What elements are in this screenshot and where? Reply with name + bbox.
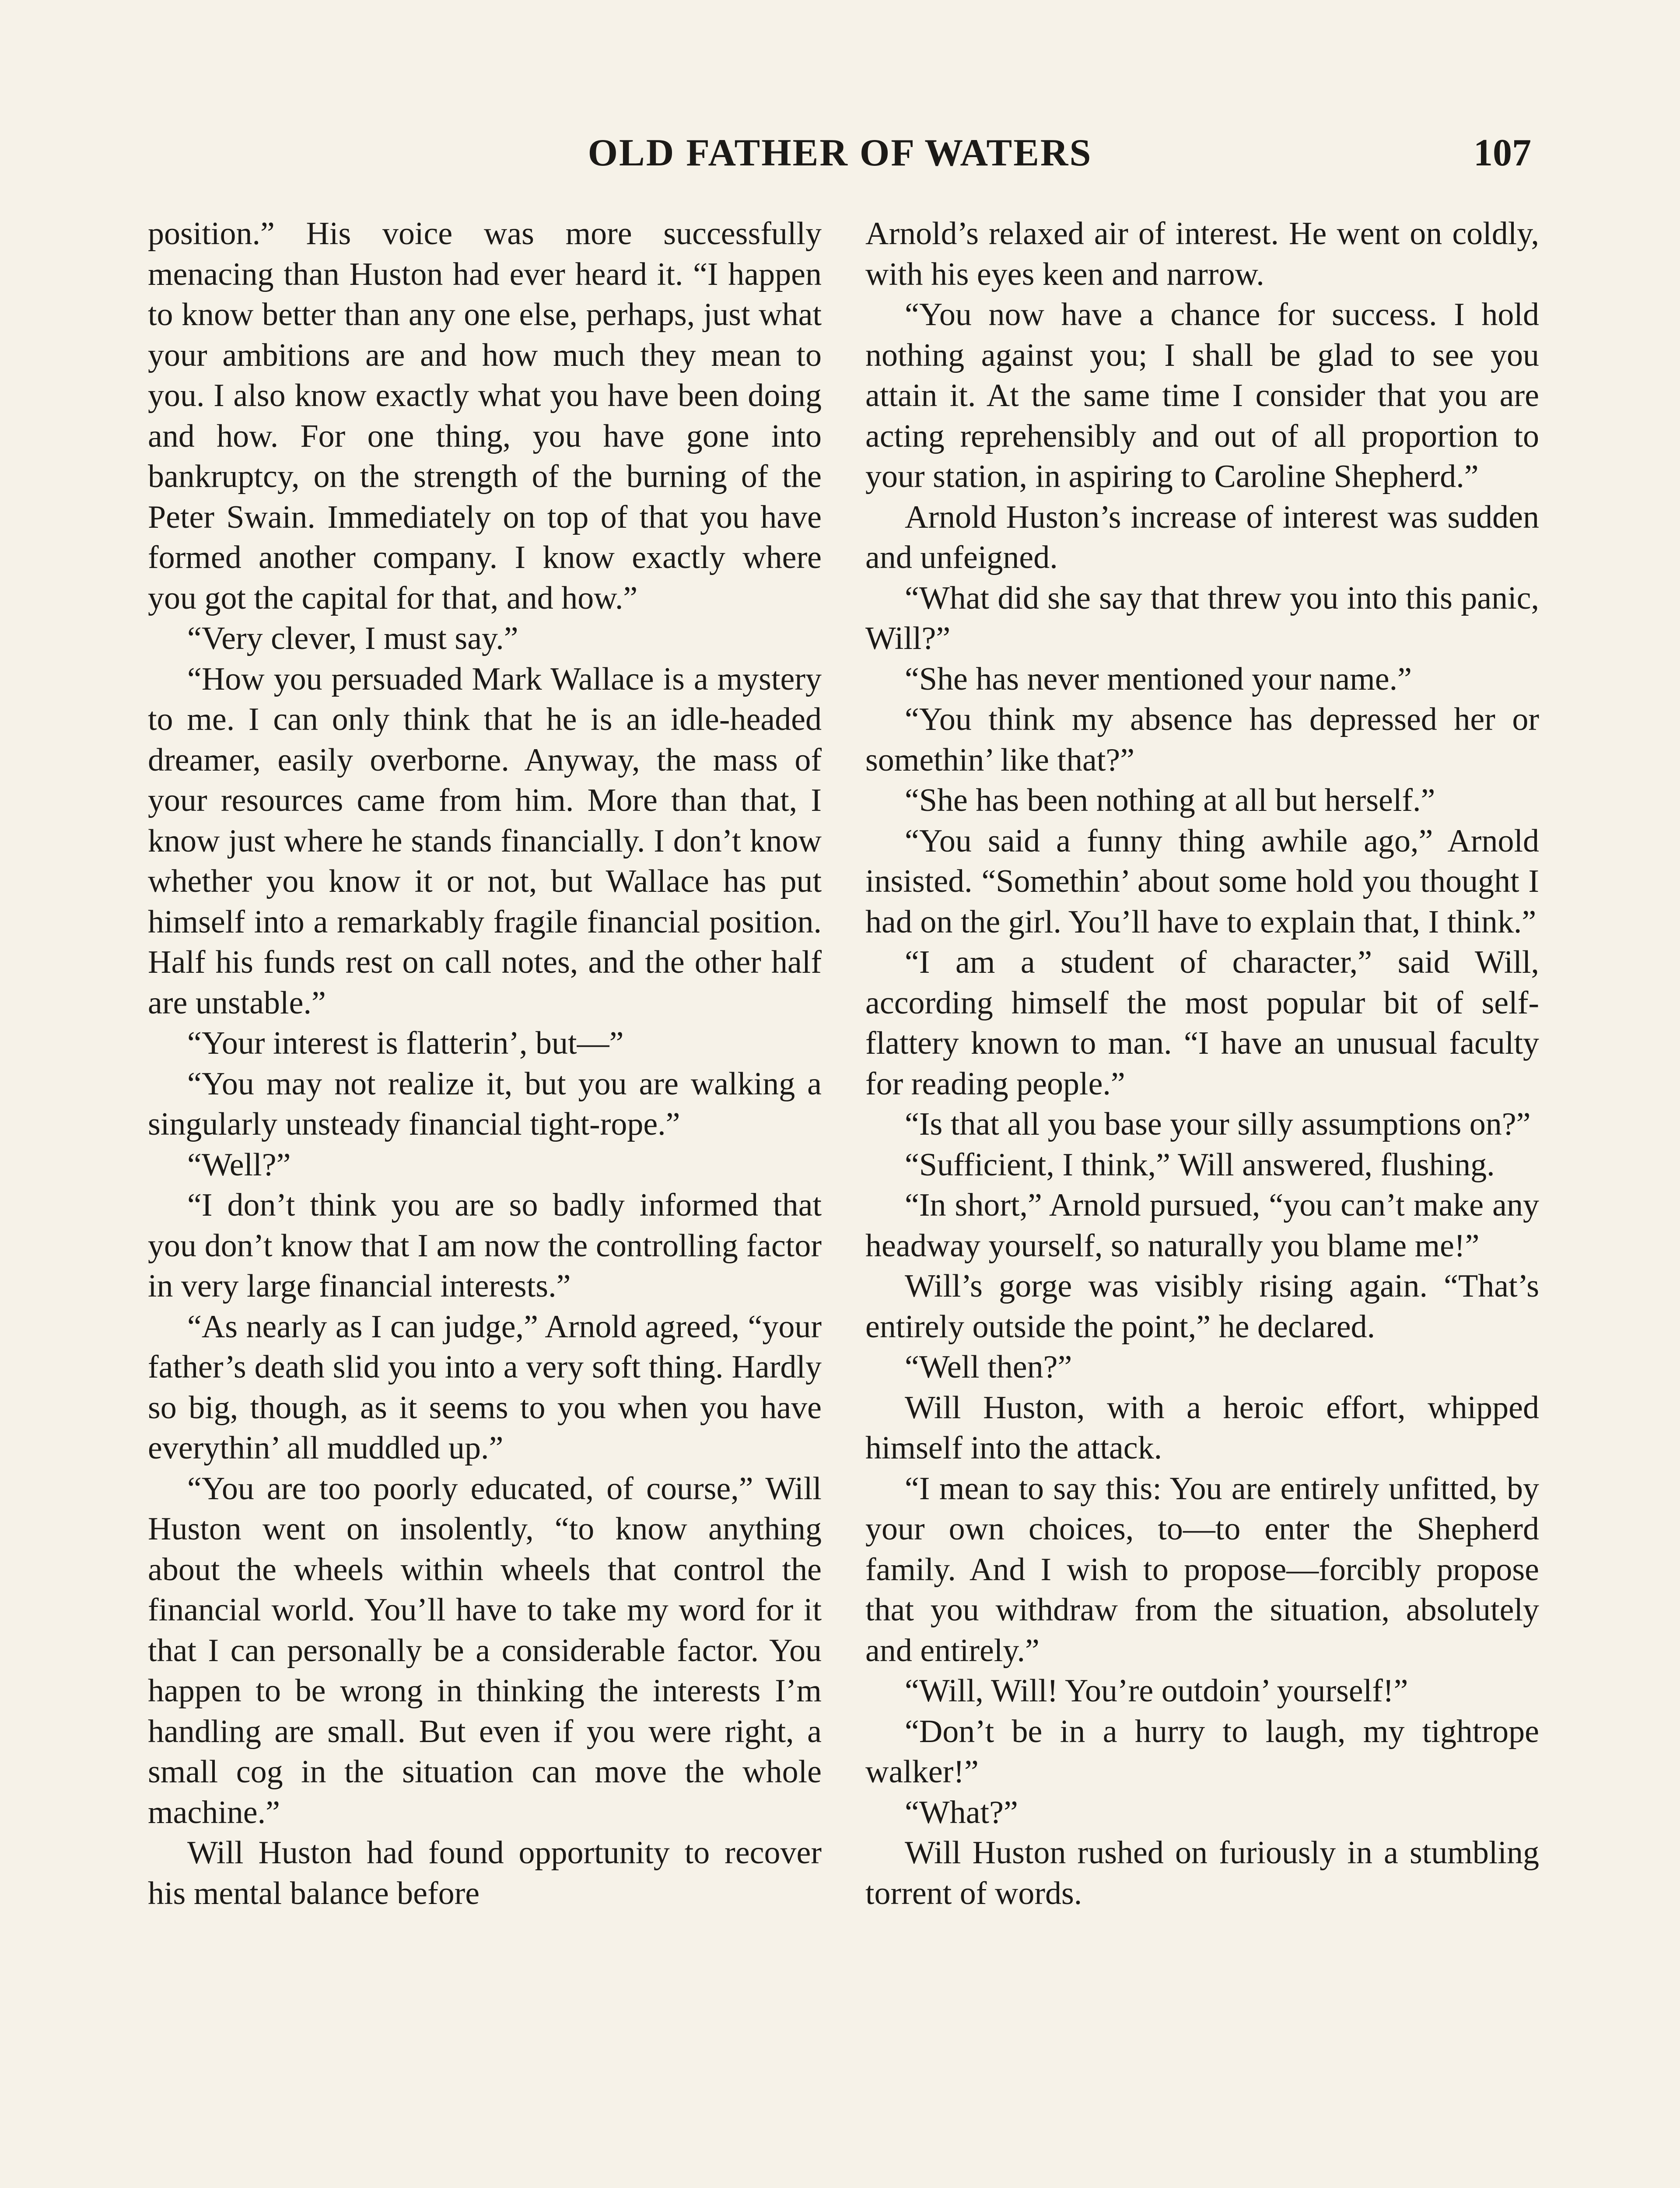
paragraph: “You may not realize it, but you are walking a singularly unsteady financial tight-rope.” [148,1066,822,1142]
paragraph: position.” His voice was more successfully menacing than Huston had ever heard it. “I happen to know better than any one else, perhaps, just what your ambitions are and how much they mean to you. I also know exactly what you have been doing and how. For one thing, you have gone into bankruptcy, on the strength of the burning of the Peter Swain. Immediately on top of that you have formed another company. I know exactly where you got the capital for that, and how.” [148,216,822,616]
paragraph: “You said a funny thing awhile ago,” Arnold insisted. “Somethin’ about some hold you thought I had on the girl. You’ll have to explain that, I think.” [865,823,1539,940]
paragraph: “Sufficient, I think,” Will answered, flushing. [905,1147,1495,1183]
paragraph: “How you persuaded Mark Wallace is a mystery to me. I can only think that he is an idle-headed dreamer, easily overborne. Anyway, the mass of your resources came from him. More than that, I know just where he stands financially. I don’t know whether you know it or not, but Wallace has put himself into a remarkably fragile financial position. Half his funds rest on call notes, and the other half are unstable.” [148,661,822,1021]
paragraph: “Don’t be in a hurry to laugh, my tightrope walker!” [865,1713,1539,1790]
paragraph: “Is that all you base your silly assumptions on?” [905,1106,1531,1142]
paragraph: “What?” [905,1794,1018,1830]
page-header [149,127,1531,179]
paragraph: “Well then?” [905,1349,1072,1385]
paragraph: “Your interest is flatterin’, but—” [187,1025,624,1061]
paragraph: Will Huston rushed on furiously in a stumbling torrent of words. [865,1835,1539,1911]
paragraph: “I mean to say this: You are entirely unfitted, by your own choices, to—to enter the Shepherd family. And I wish to propose—forcibly propose that you withdraw from the situation, absolutely and entirely.” [865,1470,1539,1669]
paragraph: “In short,” Arnold pursued, “you can’t make any headway yourself, so naturally you blame me!” [865,1187,1539,1264]
paragraph: “She has never mentioned your name.” [905,661,1412,697]
paragraph: Arnold Huston’s increase of interest was sudden and unfeigned. [865,499,1539,575]
running-title: OLD FATHER OF WATERS [588,132,1092,174]
paragraph: “You are too poorly educated, of course,” Will Huston went on insolently, “to know anything about the wheels within wheels that control the financial world. You’ll have to take my word for it that I can personally be a considerable factor. You happen to be wrong in thinking the interests I’m handling are small. But even if you were right, a small cog in the situation can move the whole machine.” [148,1470,822,1830]
paragraph: “You now have a chance for success. I hold nothing against you; I shall be glad to see you attain it. At the same time I consider that you are acting reprehensibly and out of all proportion to your station, in aspiring to Caroline Shepherd.” [865,297,1539,494]
paragraph: “What did she say that threw you into this panic, Will?” [865,580,1539,656]
left-column [148,214,822,2188]
paragraph: Will Huston, with a heroic effort, whipped himself into the attack. [865,1389,1539,1466]
page-number: 107 [1474,132,1531,174]
paragraph: “You think my absence has depressed her or somethin’ like that?” [865,701,1539,778]
paragraph: “Very clever, I must say.” [187,621,518,656]
paragraph: “She has been nothing at all but herself.” [905,782,1435,818]
paragraph: “I am a student of character,” said Will, according himself the most popular bit of self-flattery known to man. “I have an unusual faculty for reading people.” [865,944,1539,1102]
paragraph: Will’s gorge was visibly rising again. “That’s entirely outside the point,” he declared. [865,1268,1539,1345]
paragraph: “As nearly as I can judge,” Arnold agreed, “your father’s death slid you into a very soft thing. Hardly so big, though, as it seems to you when you have everythin’ all muddled up.” [148,1308,822,1466]
paragraph: “I don’t think you are so badly informed that you don’t know that I am now the controlling factor in very large financial interests.” [148,1187,822,1304]
paragraph: “Well?” [187,1147,291,1183]
paragraph: “Will, Will! You’re outdoin’ yourself!” [905,1673,1408,1709]
paragraph: Will Huston had found opportunity to recover his mental balance before [148,1835,822,1911]
paragraph: Arnold’s relaxed air of interest. He went on coldly, with his eyes keen and narrow. [865,216,1539,292]
right-column [865,214,1539,2188]
